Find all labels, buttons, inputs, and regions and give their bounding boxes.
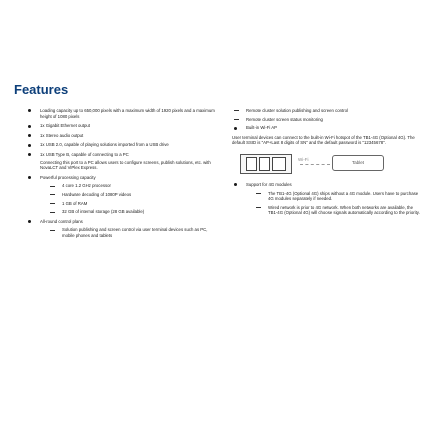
wifi-label: Wi-Fi xyxy=(298,156,309,162)
feature-item: 1x USB 2.0, capable of playing solutions imported from a USB drive xyxy=(26,142,216,148)
tablet-label: Tablet xyxy=(351,160,364,166)
feature-sublist xyxy=(40,183,216,214)
sub-item: Hardware decoding of 1080P videos xyxy=(48,192,216,198)
sub-item: Remote cluster solution publishing and screen control xyxy=(232,108,422,114)
sub-item: Wired network is prior to 4G network. When both networks are available, the TB1-4G (Optional 4G) will choose signals automatically according to the priority. xyxy=(254,205,422,216)
feature-item: Built-in Wi-Fi AP xyxy=(232,125,422,131)
sub-item: 1 GB of RAM xyxy=(48,201,216,207)
page-title: Features xyxy=(14,82,69,97)
sub-item: Solution publishing and screen control via user terminal devices such as PC, mobile phones and tablets xyxy=(48,227,216,238)
wifi-description: User terminal devices can connect to the built-in Wi-Fi hotspot of the TB1-4G (Optional 4G). The default SSID is "AP+Last 8 digits of SN" and the default password is "12345678". xyxy=(232,134,415,146)
tablet-illustration xyxy=(332,155,384,171)
controller-device-illustration xyxy=(240,154,292,174)
sub-item: 4 core 1.2 GHz processor xyxy=(48,183,216,189)
feature-item: Support for 4G modules The TB1-4G (Optional 4G) ships without a 4G module. Users have to purchase 4G modules separately if needed. Wired network is prior to 4G network. When both networks are available, the TB1-4G (Optional 4G) will choose signals automatically according to the priority. xyxy=(232,182,422,216)
feature-list-right-2 xyxy=(232,182,422,216)
feature-list-left xyxy=(26,108,216,239)
port-icon xyxy=(246,157,257,171)
wifi-connection-diagram xyxy=(240,152,388,176)
port-icon xyxy=(272,157,286,171)
right-column xyxy=(232,108,422,220)
feature-sublist-continued xyxy=(232,108,422,122)
sub-item: The TB1-4G (Optional 4G) ships without a 4G module. Users have to purchase 4G modules separately if needed. xyxy=(254,191,422,202)
sub-item: 32 GB of internal storage (28 GB available) xyxy=(48,209,216,215)
feature-item: Loading capacity up to 650,000 pixels with a maximum width of 1920 pixels and a maximum height of 1080 pixels xyxy=(26,108,216,119)
sub-item: Remote cluster screen status monitoring xyxy=(232,117,422,123)
feature-item: All-round control plans Solution publishing and screen control via user terminal devices such as PC, mobile phones and tablets xyxy=(26,219,216,239)
feature-sublist xyxy=(246,191,422,216)
feature-note: Connecting this port to a PC allows users to configure screens, publish solutions, etc. with NovaLCT and ViPlex Express. xyxy=(40,159,211,171)
feature-list-right xyxy=(232,125,422,131)
port-icon xyxy=(259,157,270,171)
feature-item: 1x Stereo audio output xyxy=(26,133,216,139)
left-column xyxy=(26,108,216,243)
feature-item: 1x Gigabit Ethernet output xyxy=(26,123,216,129)
feature-item: Powerful processing capacity 4 core 1.2 GHz processor Hardware decoding of 1080P videos 1 GB of RAM 32 GB of internal storage (28 GB available) xyxy=(26,175,216,215)
wifi-link-line xyxy=(300,164,330,165)
feature-item: 1x USB Type B, capable of connecting to a PC Connecting this port to a PC allows users to configure screens, publish solutions, etc. with NovaLCT and ViPlex Express. xyxy=(26,152,216,171)
feature-sublist xyxy=(40,227,216,238)
